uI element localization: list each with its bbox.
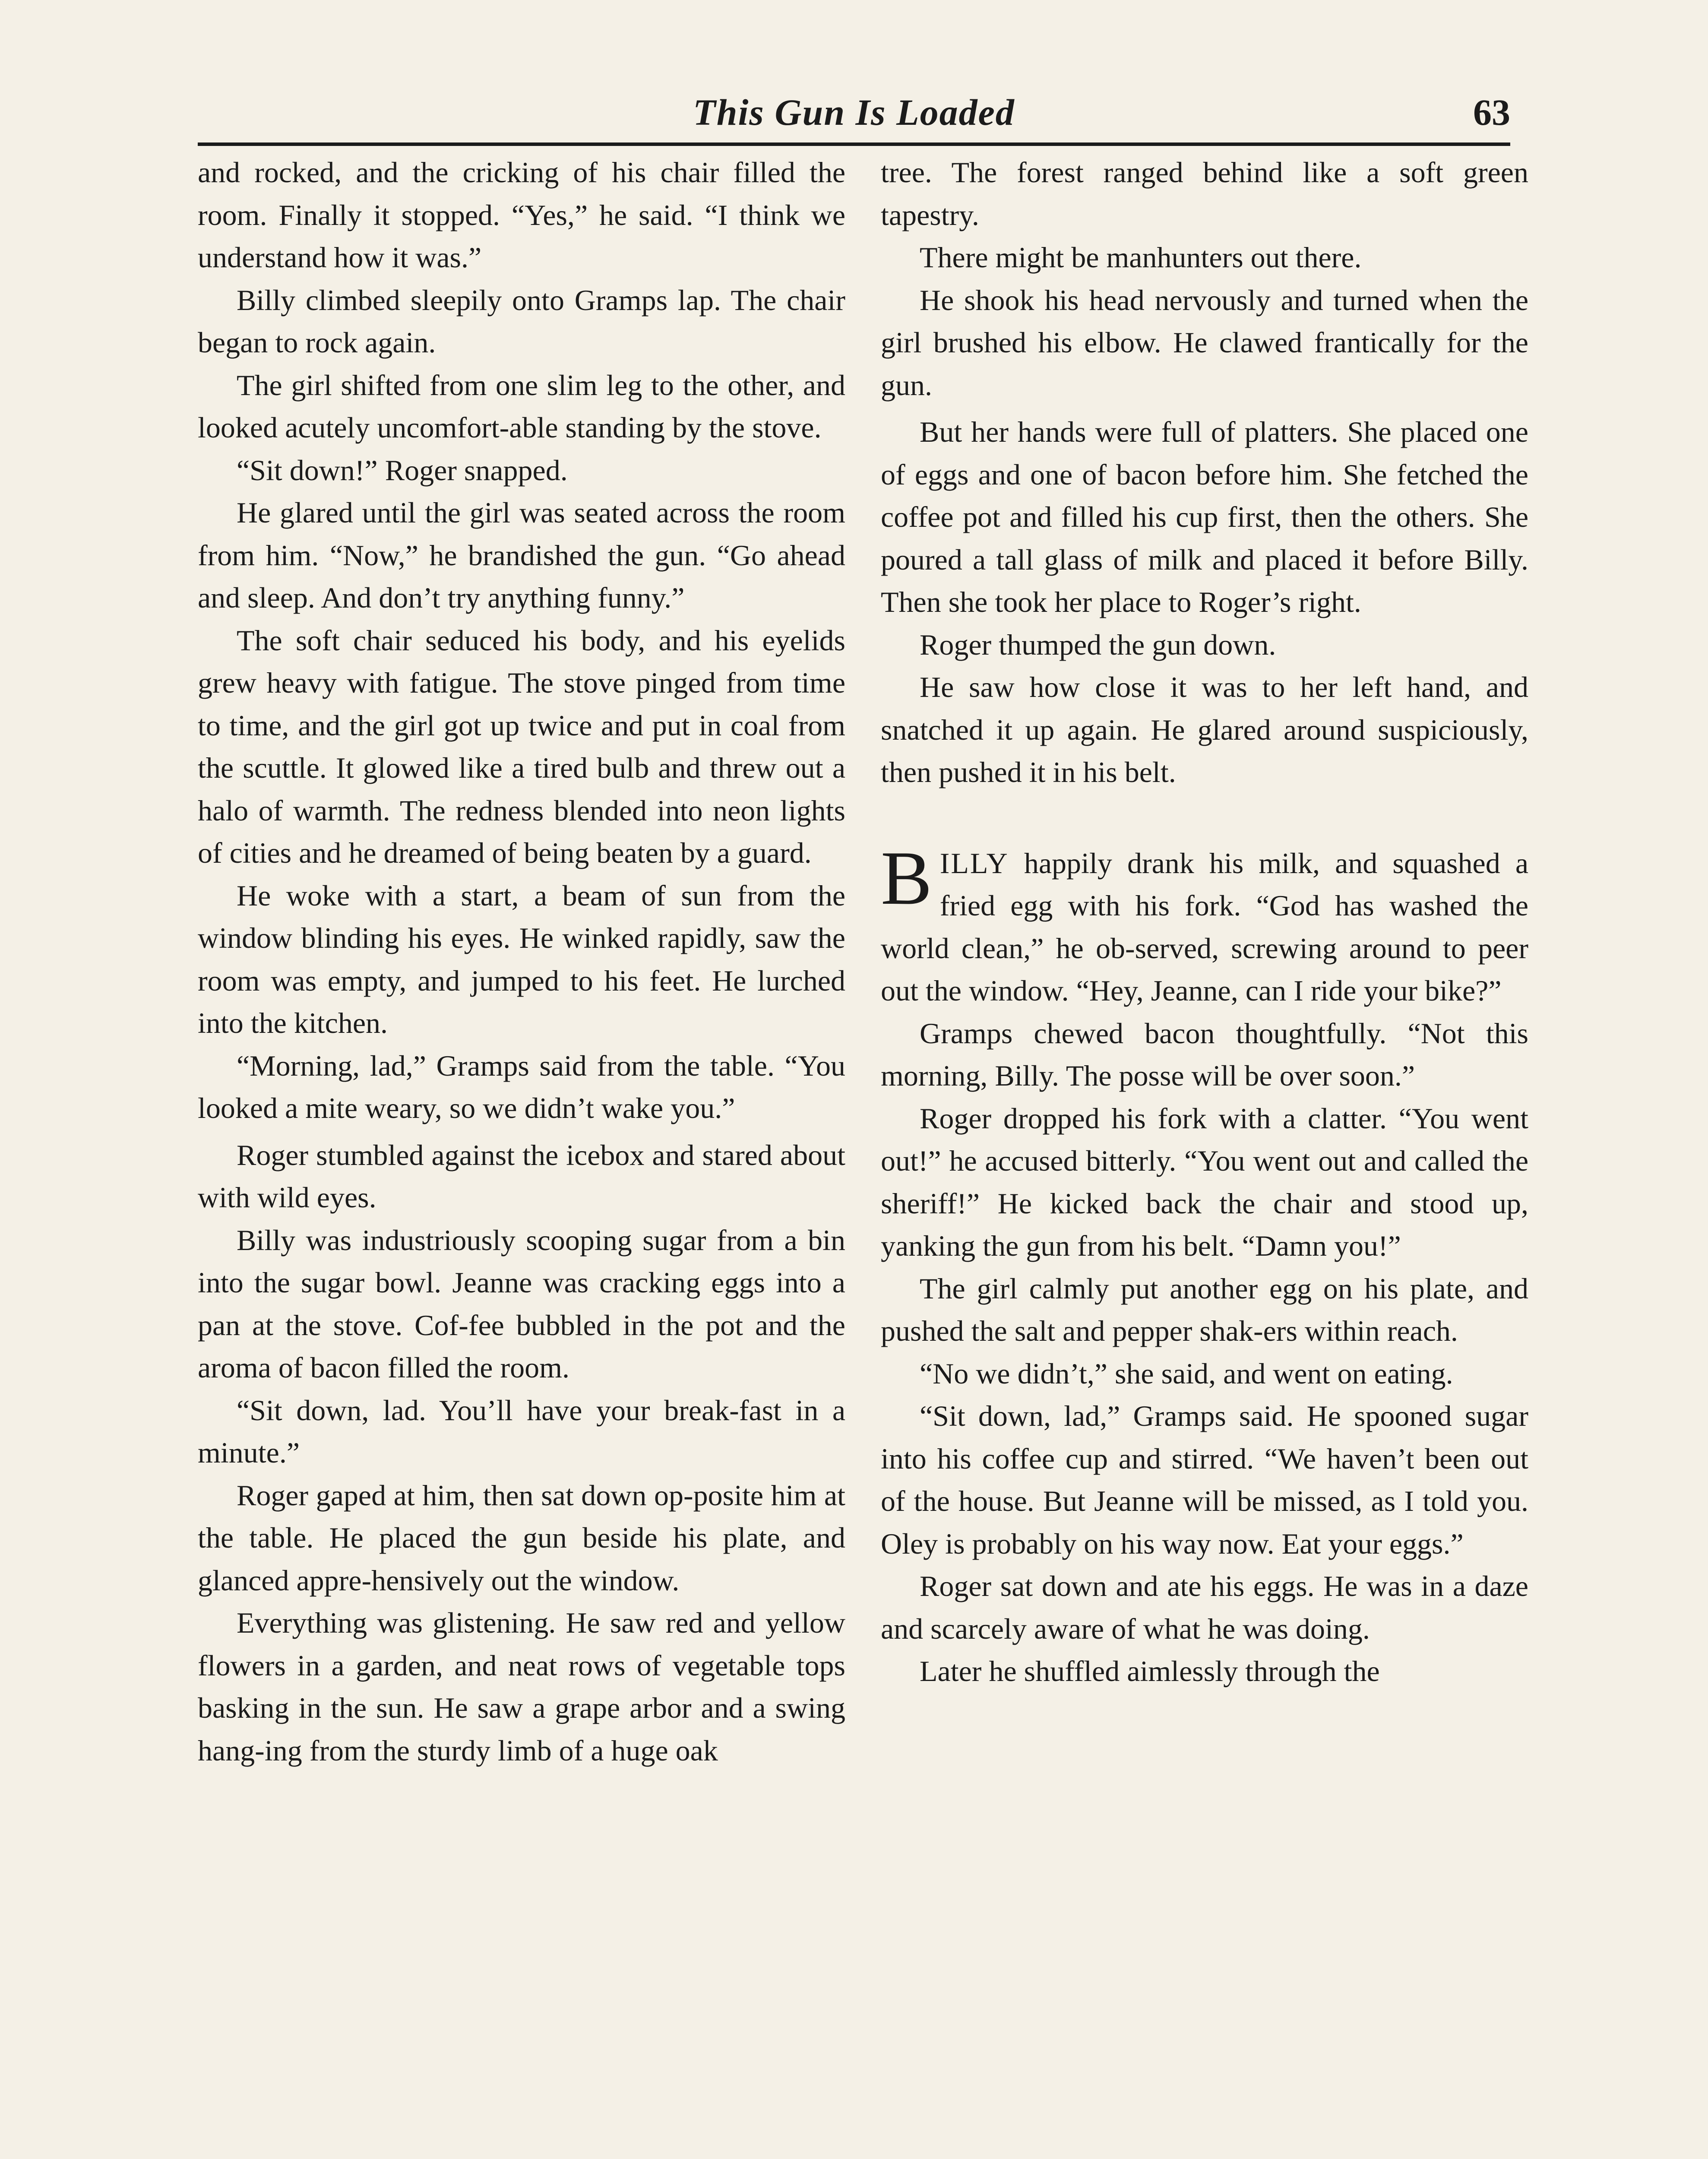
paragraph: Billy climbed sleepily onto Gramps lap. The chair began to rock again. bbox=[198, 283, 845, 359]
paragraph: The girl calmly put another egg on his plate, and pushed the salt and pepper shak-ers within reach. bbox=[881, 1272, 1528, 1347]
paragraph-text: happily drank his milk, and squashed a fried egg with his fork. “God has washed the world clean,” he ob-served, screwing around to peer out the window. “Hey, Jeanne, can I ride your bike?” bbox=[881, 846, 1528, 1007]
paragraph: Billy was industriously scooping sugar from a bin into the sugar bowl. Jeanne was cracking eggs into a pan at the stove. Cof-fee bubbled in the pot and the aroma of bacon filled the room. bbox=[198, 1223, 845, 1384]
paragraph: Gramps chewed bacon thoughtfully. “Not this morning, Billy. The posse will be over soon.” bbox=[881, 1016, 1528, 1092]
drop-cap-word-rest: ILLY bbox=[939, 846, 1009, 880]
paragraph: “Sit down, lad. You’ll have your break-fast in a minute.” bbox=[198, 1393, 845, 1469]
paragraph: Roger dropped his fork with a clatter. “You went out!” he accused bitterly. “You went out and called the sheriff!” He kicked back the chair and stood up, yanking the gun from his belt. “Damn you!” bbox=[881, 1102, 1528, 1262]
paragraph: Roger thumped the gun down. bbox=[920, 628, 1276, 661]
paragraph: tree. The forest ranged behind like a soft green tapestry. bbox=[881, 156, 1528, 231]
paragraph: Later he shuffled aimlessly through the bbox=[920, 1655, 1380, 1687]
paragraph: “Morning, lad,” Gramps said from the table. “You looked a mite weary, so we didn’t wake you.” bbox=[198, 1049, 845, 1124]
drop-cap: B bbox=[881, 835, 932, 921]
section-opening-paragraph bbox=[881, 835, 1528, 1012]
page-number: 63 bbox=[1473, 92, 1510, 133]
right-text-column bbox=[881, 151, 1528, 1693]
paragraph: He woke with a start, a beam of sun from the window blinding his eyes. He winked rapidly, saw the room was empty, and jumped to his feet. He lurched into the kitchen. bbox=[198, 879, 845, 1039]
paragraph: Everything was glistening. He saw red and yellow flowers in a garden, and neat rows of vegetable tops basking in the sun. He saw a grape arbor and a swing hang-ing from the sturdy limb of a huge oak bbox=[198, 1606, 845, 1767]
left-text-column bbox=[198, 151, 845, 1772]
paragraph: “Sit down, lad,” Gramps said. He spooned sugar into his coffee cup and stirred. “We haven’t been out of the house. But Jeanne will be missed, as I told you. Oley is probably on his way now. Eat your eggs.” bbox=[881, 1399, 1528, 1560]
paragraph: He shook his head nervously and turned when the girl brushed his elbow. He clawed frantically for the gun. bbox=[881, 283, 1528, 402]
paragraph: He glared until the girl was seated across the room from him. “Now,” he brandished the gun. “Go ahead and sleep. And don’t try anything funny.” bbox=[198, 496, 845, 614]
paragraph: and rocked, and the cricking of his chair filled the room. Finally it stopped. “Yes,” he said. “I think we understand how it was.” bbox=[198, 156, 845, 274]
paragraph: But her hands were full of platters. She placed one of eggs and one of bacon before him. She fetched the coffee pot and filled his cup first, then the others. She poured a tall glass of milk and placed it before Billy. Then she took her place to Roger’s right. bbox=[881, 415, 1528, 618]
paragraph: “No we didn’t,” she said, and went on eating. bbox=[920, 1357, 1453, 1390]
paragraph: “Sit down!” Roger snapped. bbox=[237, 453, 568, 487]
story-title: This Gun Is Loaded bbox=[693, 92, 1015, 133]
paragraph: The girl shifted from one slim leg to the other, and looked acutely uncomfort-able standing by the stove. bbox=[198, 368, 845, 444]
paragraph: The soft chair seduced his body, and his eyelids grew heavy with fatigue. The stove pinged from time to time, and the girl got up twice and put in coal from the scuttle. It glowed like a tired bulb and threw out a halo of warmth. The redness blended into neon lights of cities and he dreamed of being beaten by a guard. bbox=[198, 624, 845, 869]
paragraph: There might be manhunters out there. bbox=[920, 241, 1362, 274]
paragraph: Roger gaped at him, then sat down op-posite him at the table. He placed the gun beside his plate, and glanced appre-hensively out the window. bbox=[198, 1478, 845, 1597]
paragraph: Roger sat down and ate his eggs. He was in a daze and scarcely aware of what he was doing. bbox=[881, 1570, 1528, 1645]
running-header bbox=[198, 86, 1510, 146]
paragraph: Roger stumbled against the icebox and stared about with wild eyes. bbox=[198, 1138, 845, 1214]
paragraph: He saw how close it was to her left hand, and snatched it up again. He glared around suspiciously, then pushed it in his belt. bbox=[881, 671, 1528, 788]
